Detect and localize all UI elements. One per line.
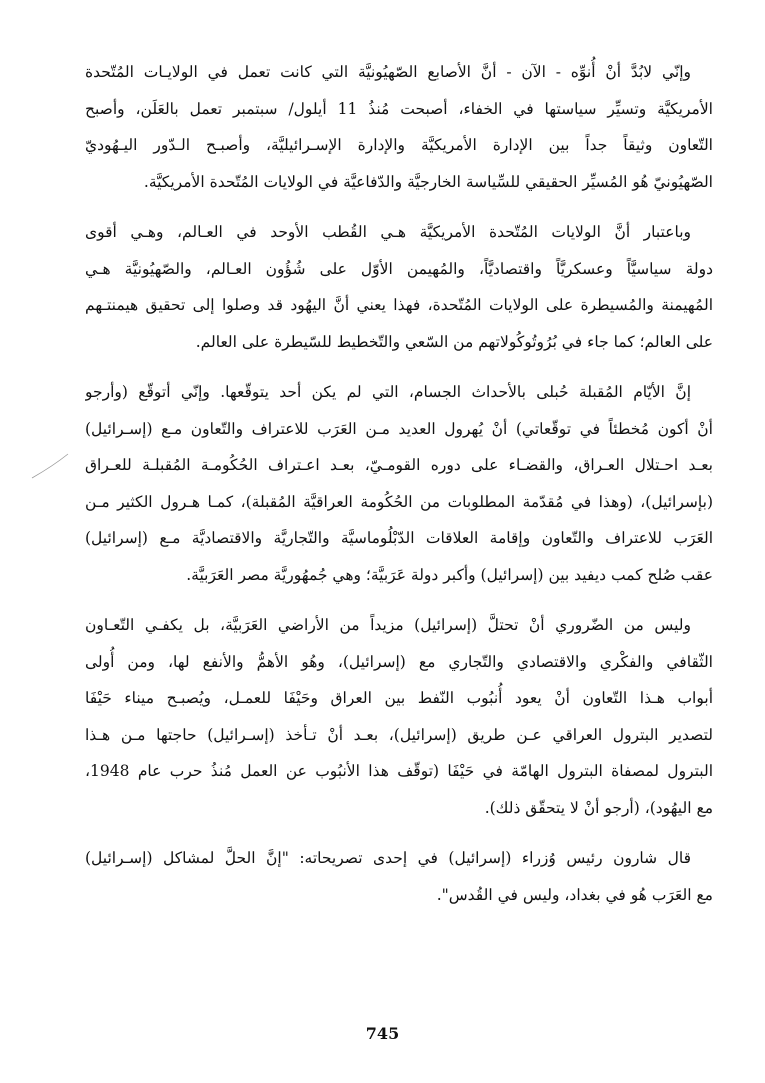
text-line: مع العَرَب هُو في بغداد، وليس في القُدس". (436, 885, 713, 904)
text-line: (بإسرائيل)، (وهذا في مُقدّمة المطلوبات من الحُكُومة العراقيَّة المُقبلة)، كمـا هـرول الكثير مـن (85, 492, 713, 511)
text-line: وإنّي لابُدَّ أنْ أُنوِّه - الآن - أنَّ الأصابع الصّهيُونيَّة التي كانت تعمل في الولايـات المُتّحدة (85, 63, 691, 81)
text-line: وليس من الضّروري أنْ تحتلَّ (إسرائيل) مزيداً من الأراضي العَرَبيَّة، بل يكفـي التّعـاون (85, 616, 691, 634)
text-line: لتصدير البترول العراقي عـن طريق (إسرائيل)، بعـد أنْ تـأخذ (إسـرائيل) حاجتها مـن هـذا (85, 725, 713, 744)
body-text (85, 54, 713, 927)
paragraph-3 (85, 374, 713, 593)
text-line: العَرَب للاعتراف والتّعاون وإقامة العلاقات الدّبْلُوماسيَّة والتّجاريَّة والاقتصاديَّة مـع (إسرائيل) (85, 529, 713, 547)
text-line: عقب صُلح كمب ديفيد بين (إسرائيل) وأكبر دولة عَرَبيَّة؛ وهي جُمهُوريَّة مصر العَرَبيَّة. (186, 565, 713, 584)
text-line: المُهيمنة والمُسيطرة على الولايات المُتّحدة، فهذا يعني أنَّ اليهُود قد وصلوا إلى تحقيق هيمنتـهم (85, 296, 713, 314)
text-line: مع اليهُود)، (أرجو أنْ لا يتحقّق ذلك). (484, 798, 713, 817)
paragraph-5 (85, 840, 713, 913)
text-line: إنَّ الأيّام المُقبلة حُبلى بالأحداث الجسام، التي لم يكن أحد يتوقّعها. وإنّي أتوقّع (وأرجو (85, 383, 691, 401)
text-line: الثّقافي والفكْري والاقتصادي والتّجاري مع (إسرائيل)، وهُو الأهمُّ والأنفع لها، ومن أُولى (85, 652, 713, 671)
margin-pen-stroke (30, 452, 70, 482)
text-line: الصّهيُونيّ هُو المُسيِّر الحقيقي للسِّياسة الخارجيَّة والدّفاعيَّة في الولايات المُتّحدة الأمريكيَّة. (143, 172, 713, 191)
paragraph-4 (85, 607, 713, 826)
page-number: 745 (365, 1024, 400, 1043)
paragraph-1 (85, 54, 713, 200)
text-line: وباعتبار أنَّ الولايات المُتّحدة الأمريكيَّة هـي القُطب الأوحد في العـالم، وهـي أقوى (85, 223, 691, 241)
text-line: التّعاون وثيقاً جداً بين الإدارة الأمريكيَّة والإدارة الإسـرائيليَّة، وأصبـح الـدّور اليـهُوديّ (85, 136, 713, 154)
text-line: الأمريكيَّة وتسيِّر سياستها في الخفاء، أصبحت مُنذُ 11 أيلول/ سبتمبر تعمل بالعَلَن، وأصبح (85, 99, 713, 118)
text-line: قال شارون رئيس وُزراء (إسرائيل) في إحدى تصريحاته: "إنَّ الحلَّ لمشاكل (إسـرائيل) (85, 849, 691, 867)
text-line: أبواب هـذا التّعاون أنْ يعود أُنبُوب النّفط بين العراق وحَيْفَا للعمـل، ويُصبـح ميناء حَيْفَا (85, 689, 713, 707)
text-line: أنْ أكون مُخطئاً في توقّعاتي) أنْ يُهرول العديد مـن العَرَب للاعتراف والتّعاون مـع (إسـرائيل) (85, 419, 713, 438)
text-line: بعـد احـتلال العـراق، والقضـاء على دوره القومـيّ، بعـد اعـتراف الحُكُومـة المُقبلـة للعـراق (85, 456, 713, 474)
paragraph-2 (85, 214, 713, 360)
text-line: على العالم؛ كما جاء في بُرُوتُوكُولاتهم من السّعي والتّخطيط للسّيطرة على العالم. (195, 332, 713, 351)
text-line: دولة سياسيَّاً وعسكريَّاً واقتصاديَّاً، والمُهيمن الأوّل على شُؤُون العـالم، والصّهيُونيَّة هـي (85, 259, 713, 278)
text-line: البترول لمصفاة البترول الهامّة في حَيْفَا (توقّف هذا الأنبُوب عن العمل مُنذُ حرب عام 1948، (85, 762, 713, 780)
